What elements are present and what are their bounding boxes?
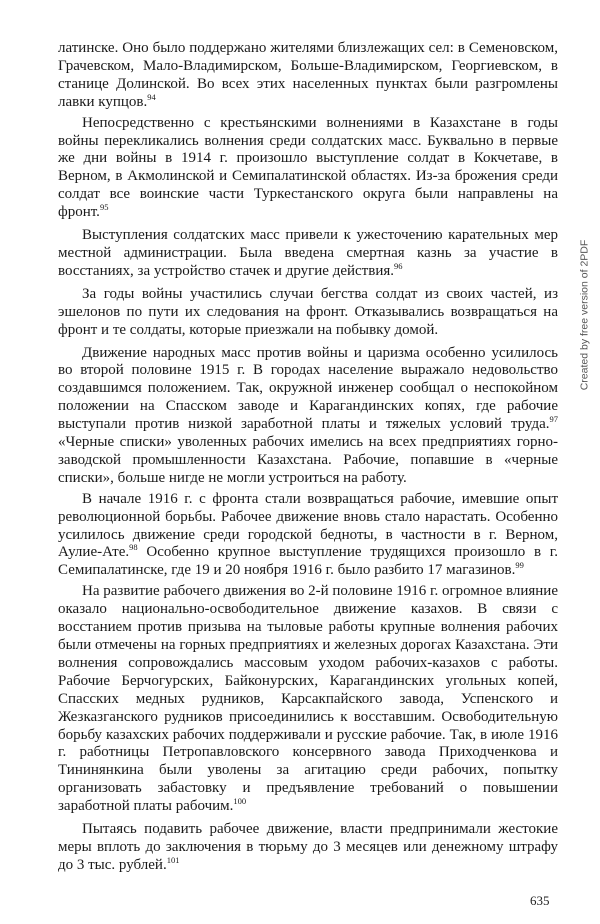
footnote-ref-95: 95 [99, 202, 109, 213]
page-number: 635 [530, 893, 550, 908]
paragraph-1: латинске. Оно было поддержано жителями близлежащих сел: в Семеновском, Грачевском, Мало-Владимирском, Больше-Владимирском, Георгиевском, в станице Долинской. Во всех этих населенных пунктах были разгромлены лавки купцов.$^{94}$ [58, 40, 558, 110]
paragraph-8: Пытаясь подавить рабочее движение, власти предпринимали жестокие меры вплоть до заключения в тюрьму до 3 месяцев или денежному штрафу до 3 тыс. рублей.$^{101}$ [58, 821, 558, 873]
paragraph-5: Движение народных масс против войны и царизма особенно усилилось во второй половине 1915 г. В городах население выражало недовольство создавшимся положением. Так, окружной инженер сообщал о неспокойном положении на Спасском заводе и Карагандинских копях, где рабочие выступали против низкой заработной платы и тяжелых условий труда.$^{97}$ «Черные списки» уволенных рабочих имелись на всех предприятиях горно-заводской промышленности Казахстана. Рабочие, попавшие в «черные списки», больше нигде не могли устроиться на работу. [58, 344, 558, 486]
paragraph-6: В начале 1916 г. с фронта стали возвращаться рабочие, имевшие опыт революционной борьбы. Рабочее движение вновь стало нарастать. Особенно усилилось движение среди городской бедноты, в частности в г. Верном, Аулие-Ате.$^{98}$ Особенно крупное выступление трудящихся произошло в г. Семипалатинске, где 19 и 20 ноября 1916 г. было разбито 17 магазинов.$^{99}$ [58, 490, 558, 579]
footnote-ref-100: 100 [233, 796, 247, 807]
footnote-ref-98: 98 [129, 542, 138, 553]
watermark-text: Created by free version of 2PDF [578, 239, 591, 391]
footnote-ref-99: 99 [515, 560, 524, 571]
footnote-ref-96: 96 [394, 260, 403, 271]
paragraph-4: За годы войны участились случаи бегства солдат из своих частей, из эшелонов по пути их следования на фронт. Отказывались возвращаться на фронт и те солдаты, которые приезжали на побывку домой. [58, 285, 558, 338]
footnote-ref-101: 101 [166, 854, 180, 865]
page-body [58, 40, 558, 878]
watermark [575, 200, 593, 430]
paragraph-2: Непосредственно с крестьянскими волнениями в Казахстане в годы войны перекликались волнения среди солдатских масс. Буквально в первые же дни войны в 1914 г. произошло выступление солдат в Кокчетаве, в Верном, в Акмолинской и Семипалатинской областях. Из-за брожения среди солдат все воинские части Туркестанского округа были направлены на фронт.$^{95}$ [58, 114, 558, 221]
footnote-ref-94: 94 [147, 91, 156, 102]
paragraph-3: Выступления солдатских масс привели к ужесточению карательных мер местной администрации. Была введена смертная казнь за участие в восстаниях, за устройство стачек и другие действия.$^{96}$ [58, 227, 558, 279]
paragraph-7: На развитие рабочего движения во 2-й половине 1916 г. огромное влияние оказало национально-освободительное движение казахов. В связи с восстанием против призыва на тыловые работы крупные волнения рабочих были отмечены на горных предприятиях и железных дорогах Казахстана. Эти волнения сопровождались массовым уходом рабочих-казахов с работы. Рабочие Берчогурских, Байконурских, Карагандинских угольных копей, Спасских медных рудников, Карсакпайского завода, Успенского и Жезказганского рудников присоединились к восставшим. Освободительную борьбу казахских рабочих поддерживали и русские рабочие. Так, в июле 1916 г. работницы Петропавловского консервного завода Приходченкова и Тининянкина были уволены за агитацию среди рабочих, попытку организовать забастовку и предъявление требований о повышении заработной платы рабочим.$^{100}$ [58, 583, 558, 815]
footnote-ref-97: 97 [549, 414, 558, 425]
